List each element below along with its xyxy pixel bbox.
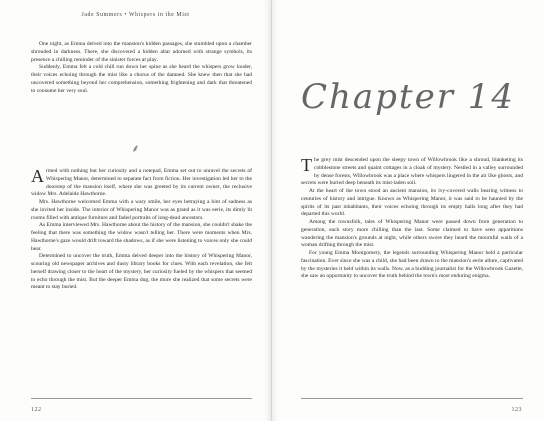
right-text — [301, 157, 523, 281]
paragraph: Suddenly, Emma felt a cold chill run down her spine as she heard the whispers grow louder, their voices echoing through the mist like a chorus of the damned. She knew then that she had uncovered something beyond her comprehension, something frightening and dark that threatened to consume her very soul. — [31, 64, 252, 94]
page-number: 123 — [511, 407, 522, 413]
footer-rule — [31, 398, 252, 399]
opening-paragraph: The grey mist descended upon the sleepy town of Willowbrook like a shroud, blanketing its cobblestone streets and quaint cottages in a cloak of mystery. Nestled in a valley surrounded by dense forests, Willowbrook was a place where whispers lingered in the air like ghosts, and secrets were buried deep beneath its mist-laden soil. — [301, 155, 523, 187]
paragraph: Mrs. Hawthorne welcomed Emma with a wary smile, her eyes betraying a hint of sadness as she invited her inside. The interior of Whispering Manor was as grand as it was eerie, its dimly lit rooms filled with antique furniture and faded portraits of long-dead ancestors. — [31, 199, 252, 221]
paragraph: Among the townsfolk, tales of Whispering Manor were passed down from generation to generation, each story more chilling than the last. Some claimed to have seen apparitions wandering the mansion's grounds at night, while others swore they heard the mournful wails of a woman drifting through the mist. — [301, 219, 523, 249]
page-number: 122 — [31, 407, 42, 413]
chapter-title: Chapter 14 — [300, 77, 516, 117]
paragraph: Determined to uncover the truth, Emma delved deeper into the history of Whispering Manor, scouring old newspaper archives and dusty library books for clues. With each revelation, she felt herself drawing closer to the heart of the mystery, her curiosity fueled by the whispers that seemed to echo through the mist. But the deeper Emma dug, the more she realized that some secrets were meant to stay buried. — [31, 253, 252, 291]
running-head: Jade Summers • Whispers in the Mist — [81, 12, 190, 18]
section-ornament: ⸙ — [131, 143, 140, 155]
left-bottom-text — [31, 168, 252, 292]
drop-cap: T — [301, 155, 312, 175]
paragraph: For young Emma Montgomery, the legends surrounding Whispering Manor held a particular fascination. Ever since she was a child, she had been drawn to the mansion's eerie allure, captivated by the mysteries it held within its walls. Now, as a budding journalist for the Willowbrook Gazette, she saw an opportunity to uncover the truth behind the town's most enduring enigma. — [301, 250, 523, 280]
drop-cap: A — [31, 166, 44, 186]
paragraph: At the heart of the town stood an ancient mansion, its ivy-covered walls bearing witness to centuries of history and intrigue. Known as Whispering Manor, it was said to be haunted by the spirits of its past inhabitants, their voices echoing through its empty halls long after they had departed this world. — [301, 188, 523, 218]
right-page — [272, 0, 544, 421]
paragraph: One night, as Emma delved into the mansion's hidden passages, she stumbled upon a chamber shrouded in darkness. There, she discovered a hidden altar adorned with strange symbols, its presence a chilling reminder of the sinister forces at play. — [31, 41, 252, 63]
paragraph: As Emma interviewed Mrs. Hawthorne about the history of the mansion, she couldn't shake the feeling that there was something the widow wasn't telling her. There were moments when Mrs. Hawthorne's gaze would drift toward the shadows, as if she were listening to voices only she could hear. — [31, 222, 252, 252]
footer-rule — [301, 398, 523, 399]
opening-paragraph: Armed with nothing but her curiosity and a notepad, Emma set out to unravel the secrets of Whispering Manor, determined to separate fact from fiction. Her investigation led her to the doorstep of the mansion itself, where she was greeted by its current owner, the reclusive widow Mrs. Adelaide Hawthorne. — [31, 166, 252, 198]
left-top-text — [31, 41, 252, 95]
